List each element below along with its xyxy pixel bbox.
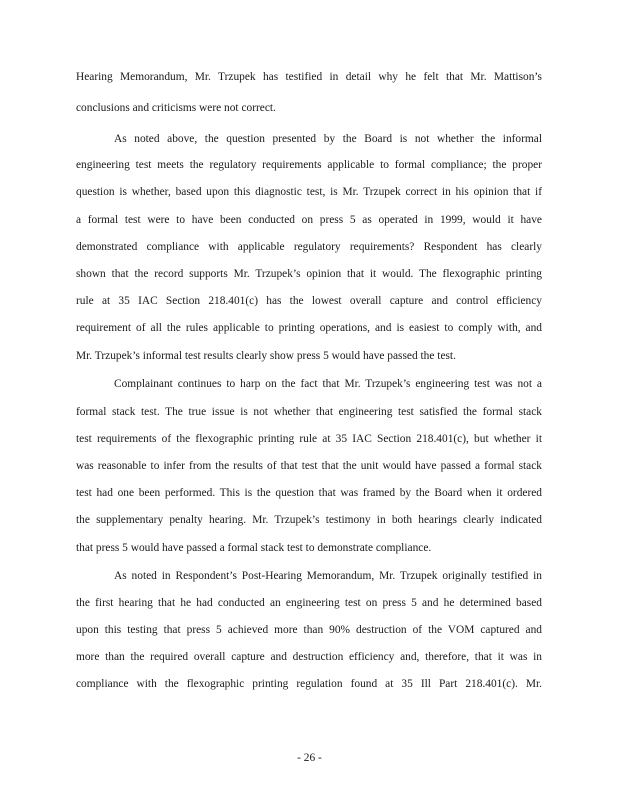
text-line: the supplementary penalty hearing. Mr. Trzupek’s testimony in both hearings clearly indicated: [76, 514, 542, 526]
text-line: shown that the record supports Mr. Trzupek’s opinion that it would. The flexographic printing: [76, 268, 542, 280]
text-line: was reasonable to infer from the results of that test that the unit would have passed a formal stack: [76, 460, 542, 472]
text-line: conclusions and criticisms were not correct.: [76, 102, 276, 114]
text-line: test had one been performed. This is the question that was framed by the Board when it ordered: [76, 487, 542, 499]
text-line: demonstrated compliance with applicable regulatory requirements? Respondent has clearly: [76, 241, 542, 253]
text-line: that press 5 would have passed a formal stack test to demonstrate compliance.: [76, 542, 432, 554]
page-number: - 26 -: [297, 752, 322, 764]
text-line: requirement of all the rules applicable to printing operations, and is easiest to comply with, and: [76, 322, 542, 334]
text-line: more than the required overall capture and destruction efficiency and, therefore, that it was in: [76, 651, 542, 663]
text-line: test requirements of the flexographic printing rule at 35 IAC Section 218.401(c), but whether it: [76, 433, 542, 445]
text-line: question is whether, based upon this diagnostic test, is Mr. Trzupek correct in his opinion that if: [76, 186, 542, 198]
text-line: upon this testing that press 5 achieved more than 90% destruction of the VOM captured and: [76, 624, 542, 636]
text-line: formal stack test. The true issue is not whether that engineering test satisfied the formal stack: [76, 406, 542, 418]
text-line: Hearing Memorandum, Mr. Trzupek has testified in detail why he felt that Mr. Mattison’s: [76, 71, 542, 83]
text-line: rule at 35 IAC Section 218.401(c) has the lowest overall capture and control efficiency: [76, 295, 542, 307]
text-line: a formal test were to have been conducted on press 5 as operated in 1999, would it have: [76, 214, 542, 226]
text-line: the first hearing that he had conducted an engineering test on press 5 and he determined based: [76, 597, 542, 609]
paragraph-first-line: As noted above, the question presented by the Board is not whether the informal: [114, 133, 542, 145]
paragraph-first-line: As noted in Respondent’s Post-Hearing Memorandum, Mr. Trzupek originally testified in: [114, 570, 542, 582]
text-line: engineering test meets the regulatory requirements applicable to formal compliance; the proper: [76, 159, 542, 171]
paragraph-first-line: Complainant continues to harp on the fact that Mr. Trzupek’s engineering test was not a: [114, 378, 542, 390]
text-line: Mr. Trzupek’s informal test results clearly show press 5 would have passed the test.: [76, 350, 456, 362]
text-line: compliance with the flexographic printing regulation found at 35 Ill Part 218.401(c). Mr.: [76, 678, 542, 690]
